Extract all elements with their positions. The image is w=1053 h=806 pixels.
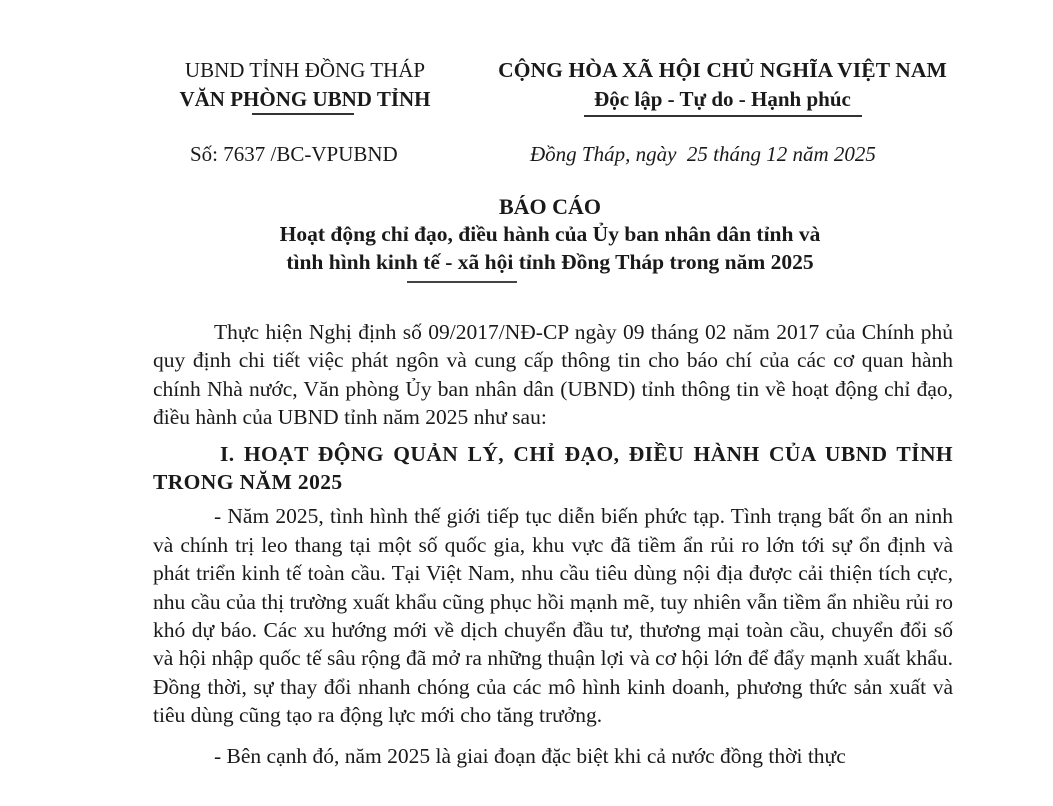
- title-line-2: tình hình kinh tế - xã hội tỉnh Đồng Tháp trong năm 2025: [286, 250, 814, 274]
- issuing-agency: VĂN PHÒNG UBND TỈNH: [179, 87, 431, 111]
- document-title: [150, 193, 950, 276]
- national-motto: Độc lập - Tự do - Hạnh phúc: [594, 87, 851, 111]
- motto-underline: [584, 115, 862, 117]
- agency-underline: [252, 113, 354, 115]
- issuing-agency-header: [150, 56, 460, 114]
- section-heading: I. HOẠT ĐỘNG QUẢN LÝ, CHỈ ĐẠO, ĐIỀU HÀNH CỦA UBND TỈNH TRONG NĂM 2025: [153, 441, 953, 495]
- document-body: [153, 318, 953, 770]
- country-name: CỘNG HÒA XÃ HỘI CHỦ NGHĨA VIỆT NAM: [498, 58, 947, 82]
- title-line-1: Hoạt động chỉ đạo, điều hành của Ủy ban nhân dân tỉnh và: [279, 222, 821, 246]
- document-type: BÁO CÁO: [498, 194, 602, 219]
- national-motto-header: [470, 56, 975, 114]
- document-number: Số: 7637 /BC-VPUBND: [190, 142, 398, 166]
- title-underline: [407, 281, 517, 283]
- document-date: Đồng Tháp, ngày 25 tháng 12 năm 2025: [530, 142, 876, 166]
- parent-agency: UBND TỈNH ĐỒNG THÁP: [184, 58, 426, 82]
- body-paragraph: - Bên cạnh đó, năm 2025 là giai đoạn đặc biệt khi cả nước đồng thời thực: [214, 743, 846, 768]
- intro-paragraph: Thực hiện Nghị định số 09/2017/NĐ-CP ngày 09 tháng 02 năm 2017 của Chính phủ quy định chi tiết việc phát ngôn và cung cấp thông tin cho báo chí của các cơ quan hành chính Nhà nước, Văn phòng Ủy ban nhân dân (UBND) tỉnh thông tin về hoạt động chỉ đạo, điều hành của UBND tỉnh năm 2025 như sau:: [153, 320, 953, 430]
- body-paragraph: - Năm 2025, tình hình thế giới tiếp tục diễn biến phức tạp. Tình trạng bất ổn an ninh và chính trị leo thang tại một số quốc gia, khu vực đã tiềm ẩn rủi ro lớn tới sự ổn định và phát triển kinh tế toàn cầu. Tại Việt Nam, nhu cầu tiêu dùng nội địa được cải thiện tích cực, nhu cầu của thị trường xuất khẩu cũng phục hồi mạnh mẽ, tuy nhiên vẫn tiềm ẩn nhiều rủi ro khó dự báo. Các xu hướng mới về dịch chuyển đầu tư, thương mại toàn cầu, chuyển đổi số và hội nhập quốc tế sâu rộng đã mở ra những thuận lợi và cơ hội lớn để đẩy mạnh xuất khẩu. Đồng thời, sự thay đổi nhanh chóng của các mô hình kinh doanh, phương thức sản xuất và tiêu dùng cũng tạo ra động lực mới cho tăng trưởng.: [153, 504, 953, 728]
